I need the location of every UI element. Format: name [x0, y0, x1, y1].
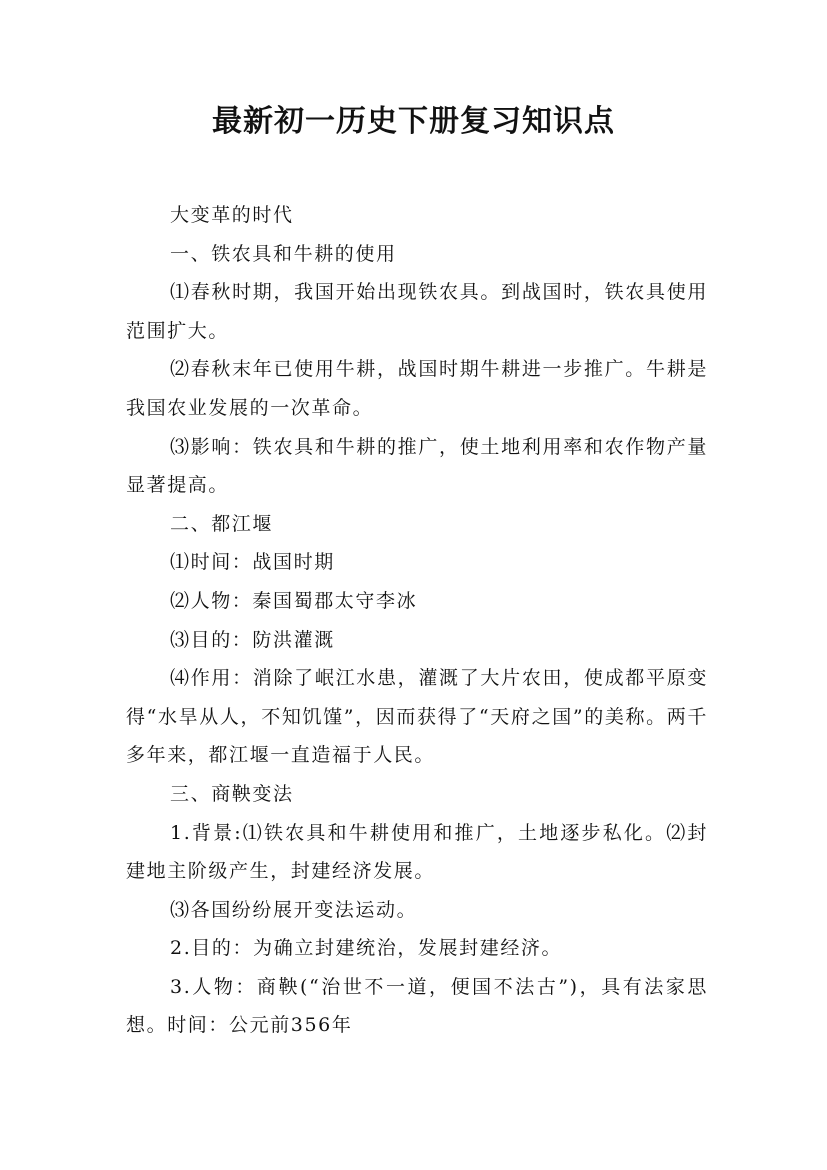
paragraph: 3.人物：商鞅(“治世不一道，便国不法古”)，具有法家思想。时间：公元前356年 — [126, 975, 708, 1037]
document-title: 最新初一历史下册复习知识点 — [212, 104, 615, 139]
section-heading-iron-tools: 一、铁农具和牛耕的使用 — [170, 242, 397, 265]
paragraph: ⑷作用：消除了岷江水患，灌溉了大片农田，使成都平原变得“水旱从人，不知饥馑”，因而获得了“天府之国”的美称。两千多年来，都江堰一直造福于人民。 — [126, 667, 708, 767]
section-heading-shang-yang-reform: 三、商鞅变法 — [170, 782, 294, 805]
document-body — [126, 196, 708, 1045]
paragraph: ⑶影响：铁农具和牛耕的推广，使土地利用率和农作物产量显著提高。 — [126, 435, 708, 497]
paragraph: 2.目的：为确立封建统治，发展封建经济。 — [170, 937, 563, 960]
paragraph: ⑴春秋时期，我国开始出现铁农具。到战国时，铁农具使用范围扩大。 — [126, 281, 708, 342]
paragraph: ⑴时间：战国时期 — [170, 551, 335, 574]
paragraph: ⑶目的：防洪灌溉 — [170, 628, 335, 651]
paragraph: ⑵春秋末年已使用牛耕，战国时期牛耕进一步推广。牛耕是我国农业发展的一次革命。 — [126, 358, 708, 419]
paragraph: ⑵人物：秦国蜀郡太守李冰 — [170, 589, 418, 612]
paragraph: ⑶各国纷纷展开变法运动。 — [170, 898, 418, 921]
section-heading-dujiangyan: 二、都江堰 — [170, 512, 274, 535]
paragraph: 1.背景:⑴铁农具和牛耕使用和推广，土地逐步私化。⑵封建地主阶级产生，封建经济发展。 — [126, 821, 708, 883]
section-heading-era: 大变革的时代 — [170, 204, 294, 226]
